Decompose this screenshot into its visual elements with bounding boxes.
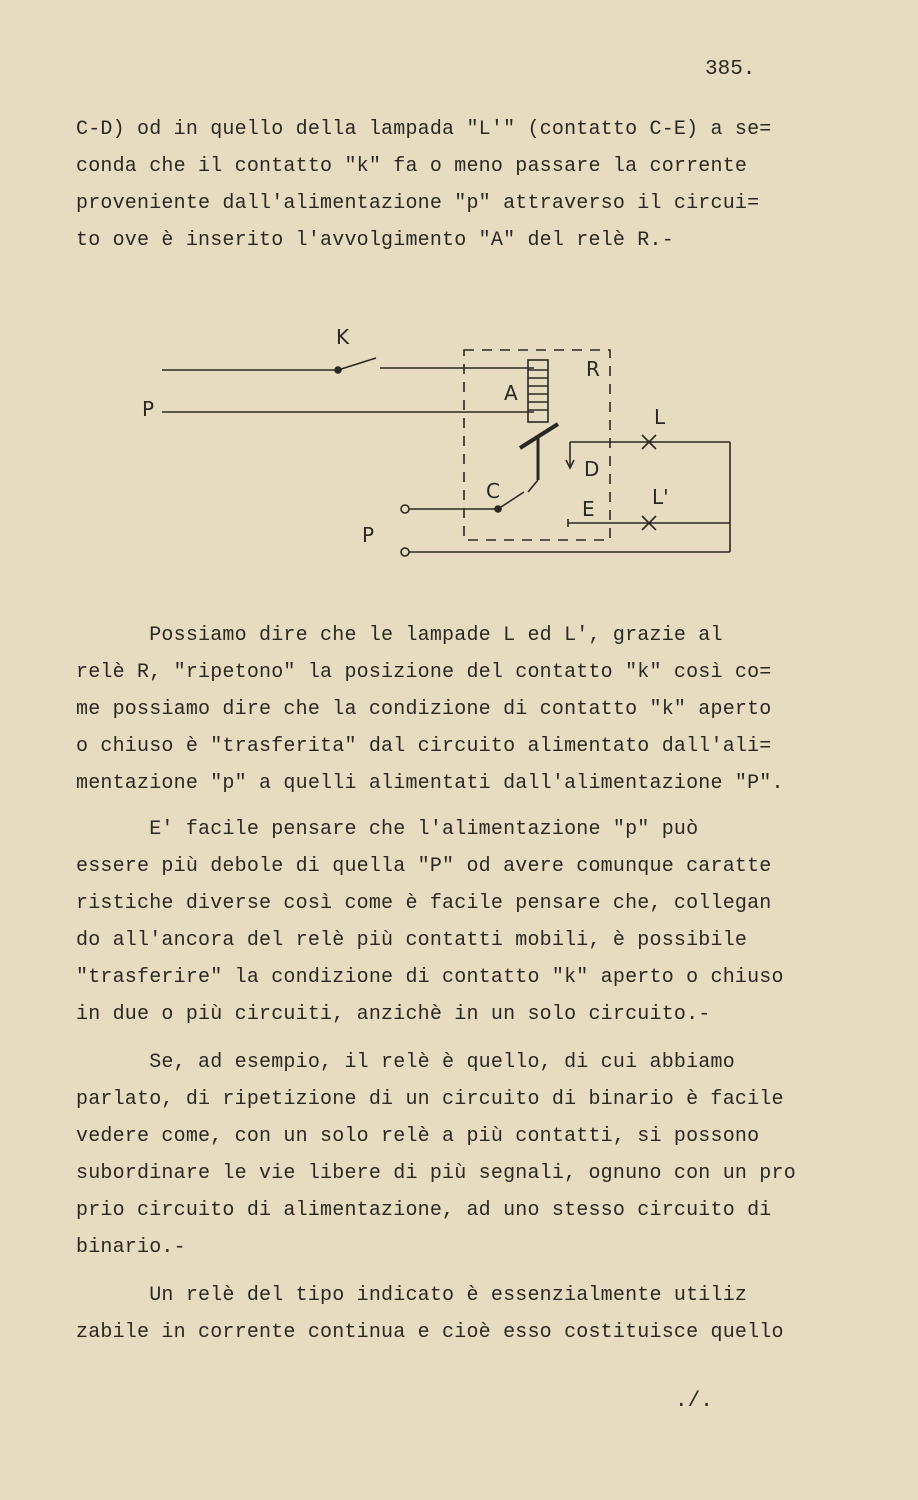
text-line: vedere come, con un solo relè a più contatti, si possono [76, 1125, 760, 1148]
text-line: Un relè del tipo indicato è essenzialmente utiliz [76, 1284, 748, 1307]
text-line: essere più debole di quella "P" od avere comunque caratte [76, 855, 772, 878]
text-line: "trasferire" la condizione di contatto "k" aperto o chiuso [76, 966, 784, 989]
label-e: E [582, 497, 595, 521]
terminal-p [401, 505, 409, 513]
text-line: ristiche diverse così come è facile pensare che, collegan [76, 892, 772, 915]
text-line: parlato, di ripetizione di un circuito di binario è facile [76, 1088, 784, 1111]
text-line: C-D) od in quello della lampada "L'" (contatto C-E) a se= [76, 118, 772, 141]
text-line: relè R, "ripetono" la posizione del contatto "k" così co= [76, 661, 772, 684]
text-line: o chiuso è "trasferita" dal circuito alimentato dall'ali= [76, 735, 772, 758]
label-c: C [486, 479, 500, 503]
switch-k-blade [338, 358, 376, 370]
continuation-mark: ./. [675, 1390, 713, 1413]
text-line: Possiamo dire che le lampade L ed L', grazie al [76, 624, 723, 647]
label-a: A [504, 381, 518, 405]
contact-c-blade [498, 492, 524, 509]
relay-circuit-diagram [130, 320, 750, 580]
text-line: conda che il contatto "k" fa o meno passare la corrente [76, 155, 748, 178]
label-l: L [654, 405, 666, 429]
label-l-prime: L' [652, 485, 669, 509]
text-line: in due o più circuiti, anzichè in un solo circuito.- [76, 1003, 711, 1026]
text-line: binario.- [76, 1236, 186, 1259]
text-line: prio circuito di alimentazione, ad uno stesso circuito di [76, 1199, 772, 1222]
page-number: 385. [705, 58, 756, 81]
text-line: do all'ancora del relè più contatti mobili, è possibile [76, 929, 748, 952]
terminal-p [401, 548, 409, 556]
label-p-small: P [142, 397, 155, 421]
label-d: D [584, 457, 600, 481]
text-line: Se, ad esempio, il relè è quello, di cui abbiamo [76, 1051, 735, 1074]
text-line: proveniente dall'alimentazione "p" attraverso il circui= [76, 192, 760, 215]
text-line: subordinare le vie libere di più segnali, ognuno con un pro [76, 1162, 796, 1185]
label-k: K [336, 325, 350, 349]
label-p-big: P [362, 523, 375, 547]
text-line: E' facile pensare che l'alimentazione "p" può [76, 818, 699, 841]
label-r: R [586, 357, 600, 381]
text-line: to ove è inserito l'avvolgimento "A" del relè R.- [76, 229, 674, 252]
text-line: zabile in corrente continua e cioè esso costituisce quello [76, 1321, 784, 1344]
text-line: me possiamo dire che la condizione di contatto "k" aperto [76, 698, 772, 721]
text-line: mentazione "p" a quelli alimentati dall'alimentazione "P". [76, 772, 784, 795]
